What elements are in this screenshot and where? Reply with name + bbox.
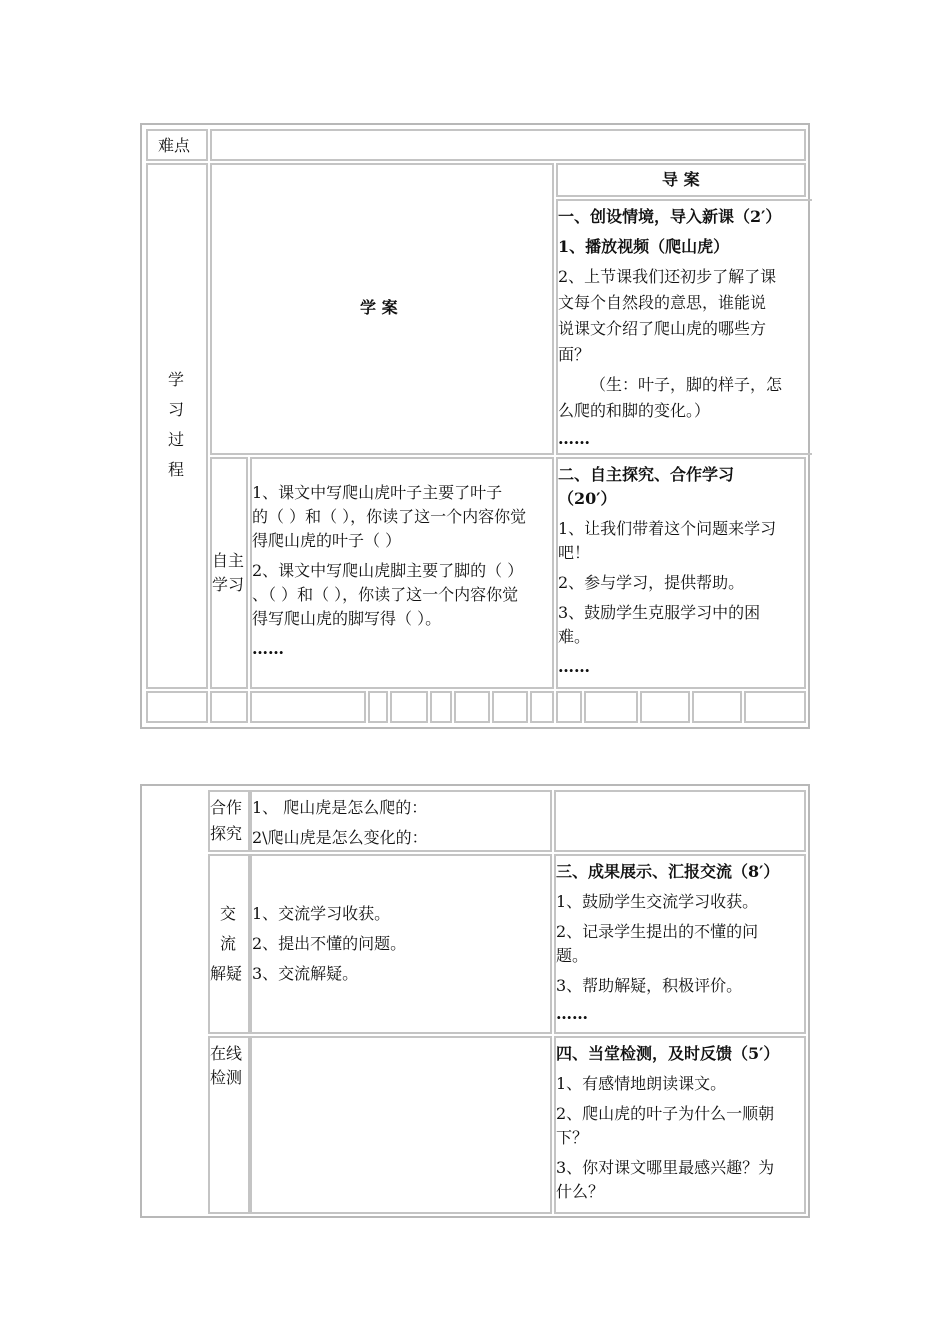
empty-cell [368,691,388,723]
self-study-label-1: 自主 [212,551,245,570]
lesson-table-1 [140,123,810,729]
coop-label-cell [208,790,250,852]
study-plan-header: 学 案 [360,298,398,317]
difficulty-content-cell [210,129,806,161]
guide-section-2-line-2: 吧！ [558,543,591,562]
empty-cell [744,691,806,723]
exchange-line-1: 1、交流学习收获。 [252,904,391,923]
process-label-cell [146,163,208,689]
process-label-2: 习 [168,400,185,419]
empty-cell [530,691,554,723]
guide-section-4-line-4: 3、你对课文哪里最感兴趣？为 [556,1158,775,1177]
online-content-cell [250,1036,552,1214]
guide-section-1-answer-line-2: 么爬的和脚的变化。） [558,401,711,420]
guide-section-3-line-1: 1、鼓励学生交流学习收获。 [556,892,759,911]
coop-line-2: 2\爬山虎是怎么变化的： [252,828,428,847]
guide-section-4-line-2: 2、爬山虎的叶子为什么一顺朝 [556,1104,775,1123]
guide-section-2-ellipsis: …… [558,657,590,676]
self-study-line-2: 的（ ）和（ ），你读了这一个内容你觉 [252,507,527,526]
process-label-3: 过 [168,430,185,449]
process-column-cell [146,790,208,1214]
exchange-label-cell [208,854,250,1034]
self-study-line-3: 得爬山虎的叶子（ ） [252,531,402,550]
empty-cell [250,691,366,723]
guide-section-1-cell [556,199,812,455]
exchange-line-2: 2、提出不懂的问题。 [252,934,407,953]
guide-section-4-line-3: 下？ [556,1128,589,1147]
guide-section-1-answer-line-1: （生：叶子，脚的样子，怎 [590,375,783,394]
online-label-cell [208,1036,250,1214]
guide-section-2-title-2: （20′） [558,489,617,508]
guide-section-1-title: 一、创设情境，导入新课（2′） [558,207,782,226]
guide-section-1-item-1: 1、播放视频（爬山虎） [558,237,730,256]
self-study-line-4: 2、课文中写爬山虎脚主要了脚的（ ） [252,561,524,580]
self-study-label-cell [210,457,248,689]
guide-section-1-item-2-line-4: 面？ [558,345,591,364]
guide-section-4-title: 四、当堂检测，及时反馈（5′） [556,1044,780,1063]
online-label-2: 检测 [210,1068,243,1087]
guide-plan-header: 导 案 [662,170,700,189]
guide-section-3-line-3: 题。 [556,946,589,965]
empty-cell [210,691,248,723]
study-plan-header-cell [210,163,554,455]
coop-label-2: 探究 [210,824,243,843]
guide-section-2-line-5: 难。 [558,627,591,646]
coop-label-1: 合作 [210,798,243,817]
coop-guide-cell [554,790,806,852]
guide-section-2-line-3: 2、参与学习，提供帮助。 [558,573,745,592]
empty-cell [584,691,638,723]
guide-section-4-cell [554,1036,806,1214]
self-study-line-5: 、（ ）和（ ），你读了这一个内容你觉 [252,585,519,604]
self-study-content-cell [250,457,554,689]
guide-plan-header-cell [556,163,806,197]
online-label-1: 在线 [210,1044,243,1063]
coop-line-1: 1、 爬山虎是怎么爬的： [252,798,428,817]
empty-cell [692,691,742,723]
empty-cell [454,691,490,723]
guide-section-1-item-2-line-2: 文每个自然段的意思，谁能说 [558,293,767,312]
empty-cell [492,691,528,723]
lesson-table-2 [140,784,810,1218]
guide-section-2-title-1: 二、自主探究、合作学习 [558,465,735,484]
difficulty-label: 难点 [158,136,191,155]
guide-section-4-line-1: 1、有感情地朗读课文。 [556,1074,727,1093]
guide-section-3-title: 三、成果展示、汇报交流（8′） [556,862,780,881]
self-study-line-6: 得写爬山虎的脚写得（ ）。 [252,609,442,628]
self-study-label-2: 学习 [212,575,245,594]
exchange-label-3: 解疑 [210,964,243,983]
guide-section-3-line-2: 2、记录学生提出的不懂的问 [556,922,759,941]
process-label-1: 学 [168,370,185,389]
empty-cell [430,691,452,723]
self-study-ellipsis: …… [252,639,284,658]
guide-section-4-line-5: 什么？ [556,1182,605,1201]
empty-cell [556,691,582,723]
guide-section-2-line-1: 1、让我们带着这个问题来学习 [558,519,777,538]
exchange-content-cell [250,854,552,1034]
exchange-line-3: 3、交流解疑。 [252,964,359,983]
guide-section-3-ellipsis: …… [556,1004,588,1023]
exchange-label-1: 交 [220,904,237,923]
empty-cell [390,691,428,723]
difficulty-label-cell [146,129,208,161]
guide-section-1-item-2-line-3: 说课文介绍了爬山虎的哪些方 [558,319,767,338]
process-label-4: 程 [168,460,185,479]
guide-section-2-line-4: 3、鼓励学生克服学习中的困 [558,603,761,622]
guide-section-3-line-4: 3、帮助解疑，积极评价。 [556,976,743,995]
self-study-line-1: 1、课文中写爬山虎叶子主要了叶子 [252,483,503,502]
coop-content-cell [250,790,552,852]
guide-section-3-cell [554,854,806,1034]
guide-section-1-item-2-line-1: 2、上节课我们还初步了解了课 [558,267,777,286]
exchange-label-2: 流 [220,934,237,953]
guide-section-1-ellipsis: …… [558,429,590,448]
guide-section-2-cell [556,457,806,689]
empty-cell [146,691,208,723]
empty-cell [640,691,690,723]
